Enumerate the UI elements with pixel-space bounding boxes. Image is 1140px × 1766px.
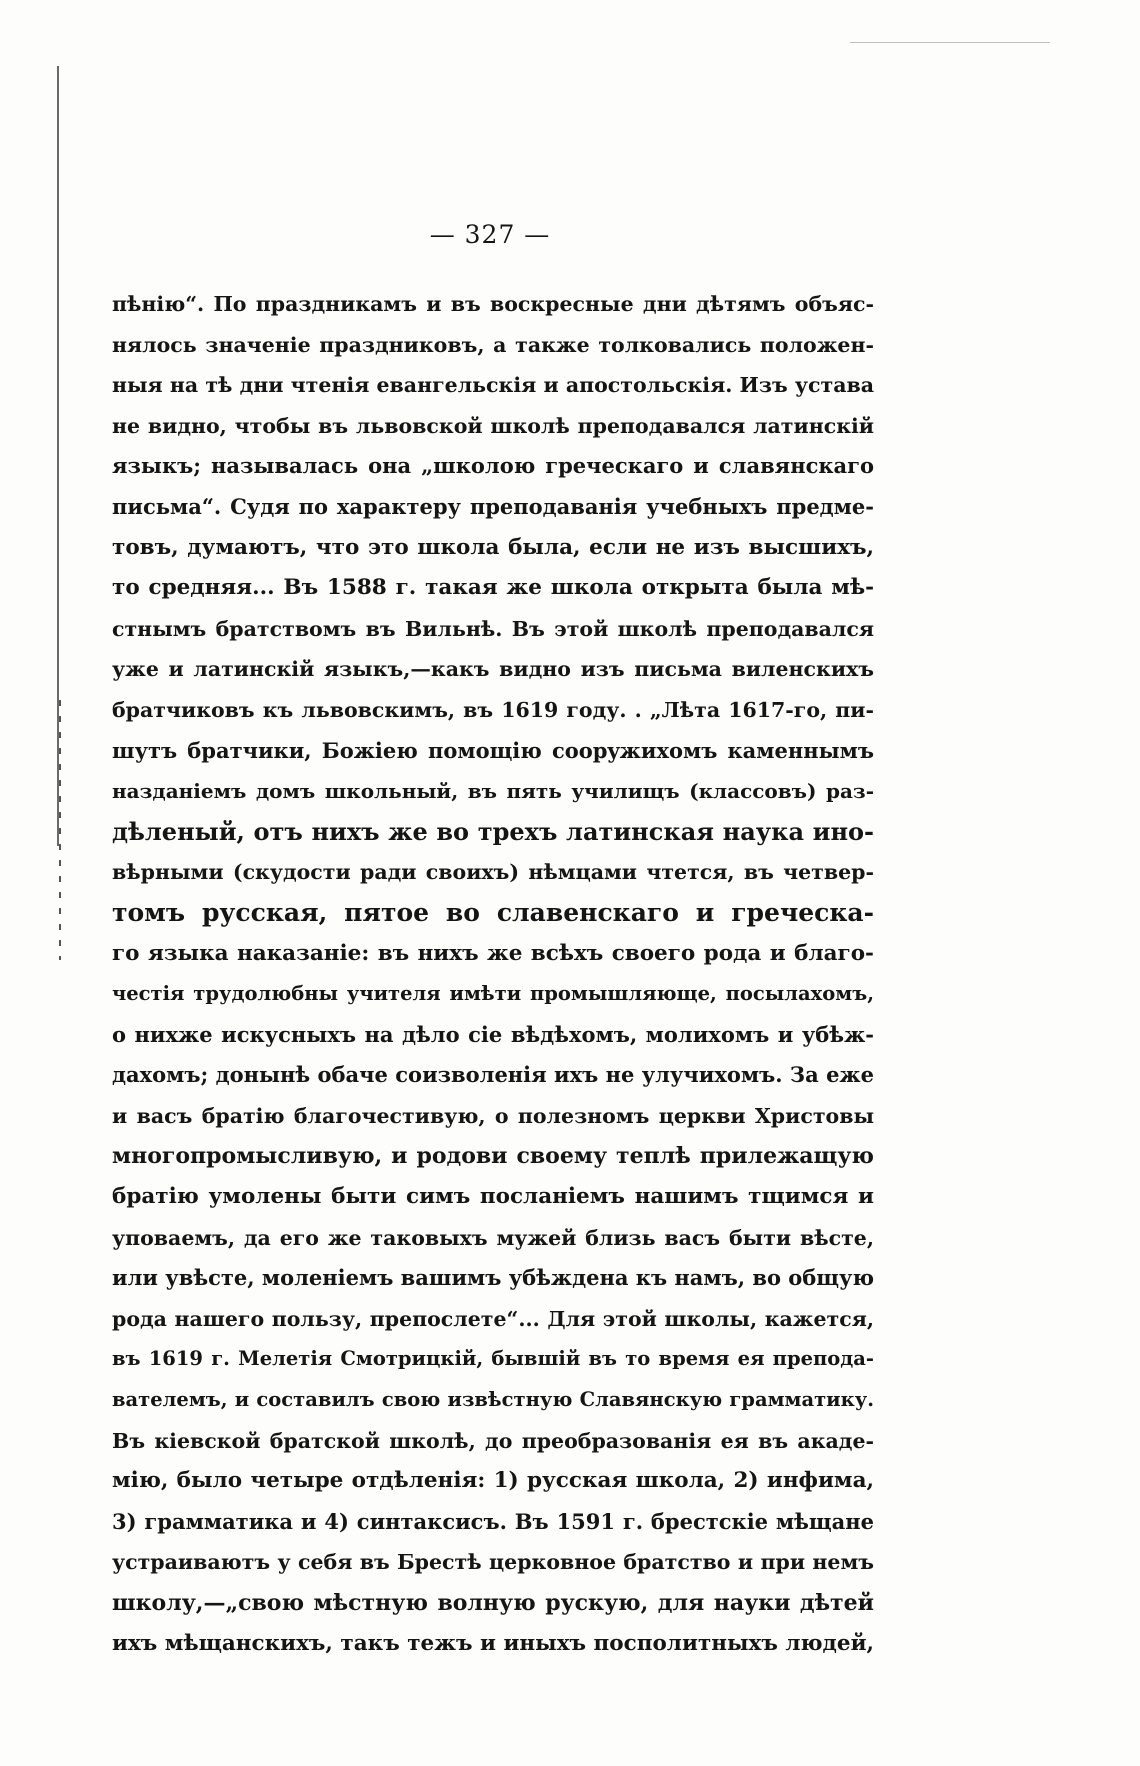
text-line: 3) грамматика и 4) синтаксисъ. Въ 1591 г. брестскіе мѣщане — [112, 1508, 874, 1534]
text-line: или увѣсте, моленіемъ вашимъ убѣждена къ намъ, во общую — [112, 1265, 874, 1291]
text-line: ныя на тѣ дни чтенія евангельскія и апостольскія. Изъ устава — [112, 373, 874, 398]
text-line: назданіемъ домъ школьный, въ пять училищъ (классовъ) раз- — [112, 779, 874, 804]
text-line: честія трудолюбны учителя имѣти промышляюще, посылахомъ, — [112, 982, 874, 1006]
text-line: не видно, чтобы въ львовской школѣ преподавался латинскій — [112, 413, 874, 438]
text-line: Въ кіевской братской школѣ, до преобразованія ея въ акаде- — [112, 1428, 874, 1453]
text-line: стнымъ братствомъ въ Вильнѣ. Въ этой школѣ преподавался — [112, 616, 874, 641]
text-line: уповаемъ, да его же таковыхъ мужей близь васъ быти вѣсте, — [112, 1225, 874, 1250]
text-line: вѣрными (скудости ради своихъ) нѣмцами чтется, въ четвер- — [112, 860, 874, 885]
text-line: дахомъ; донынѣ обаче соизволенія ихъ не улучихомъ. За еже — [112, 1062, 874, 1088]
text-line: письма“. Судя по характеру преподаванія учебныхъ предме- — [112, 493, 874, 519]
page-number: — 327 — — [429, 220, 551, 249]
text-line: въ 1619 г. Мелетія Смотрицкій, бывшій въ то время ея препода- — [112, 1347, 874, 1371]
text-line: рода нашего пользу, препослете“... Для этой школы, кажется, — [112, 1306, 874, 1331]
text-line: многопромысливую, и родови своему теплѣ прилежащую — [112, 1143, 874, 1170]
text-line: пѣнію“. По праздникамъ и въ воскресные дни дѣтямъ объяс- — [112, 292, 874, 316]
text-line: языкъ; называлась она „школою греческаго и славянскаго — [112, 453, 874, 479]
text-line: ихъ мѣщанскихъ, такъ тежъ и иныхъ посполитныхъ людей, — [112, 1630, 874, 1656]
text-line: устраиваютъ у себя въ Брестѣ церковное братство и при немъ — [112, 1550, 874, 1575]
text-line: дѣленый, отъ нихъ же во трехъ латинская наука ино- — [112, 816, 874, 846]
text-line: и васъ братію благочестивую, о полезномъ церкви Христовы — [112, 1103, 874, 1128]
text-line: братію умолены быти симъ посланіемъ нашимъ тщимся и — [112, 1184, 874, 1210]
text-line: уже и латинскій языкъ,—какъ видно изъ письма виленскихъ — [112, 657, 874, 682]
text-line: го языка наказаніе: въ нихъ же всѣхъ своего рода и благо- — [112, 940, 874, 966]
body-text — [112, 284, 874, 1664]
text-line: томъ русская, пятое во славенскаго и греческа- — [112, 897, 874, 927]
scan-binding-edge-dashed — [59, 700, 61, 960]
text-line: мію, было четыре отдѣленія: 1) русская школа, 2) инфима, — [112, 1468, 874, 1494]
text-line: братчиковъ къ львовскимъ, въ 1619 году. . „Лѣта 1617-го, пи- — [112, 697, 874, 722]
text-line: нялось значеніе праздниковъ, а также толковались положен- — [112, 332, 874, 357]
scan-top-artifact — [850, 42, 1050, 43]
text-line: товъ, думаютъ, что это школа была, если не изъ высшихъ, — [112, 534, 874, 560]
text-line: школу,—„свою мѣстную волную рускую, для науки дѣтей — [112, 1590, 874, 1616]
text-line: то средняя... Въ 1588 г. такая же школа открыта была мѣ- — [112, 575, 874, 601]
text-line: шутъ братчики, Божіею помощію соорyжихомъ каменнымъ — [112, 737, 874, 763]
text-line: о нихже искусныхъ на дѣло сіе вѣдѣхомъ, молихомъ и убѣж- — [112, 1021, 874, 1047]
text-line: вателемъ, и составилъ свою извѣстную Славянскую грамматику. — [112, 1388, 874, 1412]
